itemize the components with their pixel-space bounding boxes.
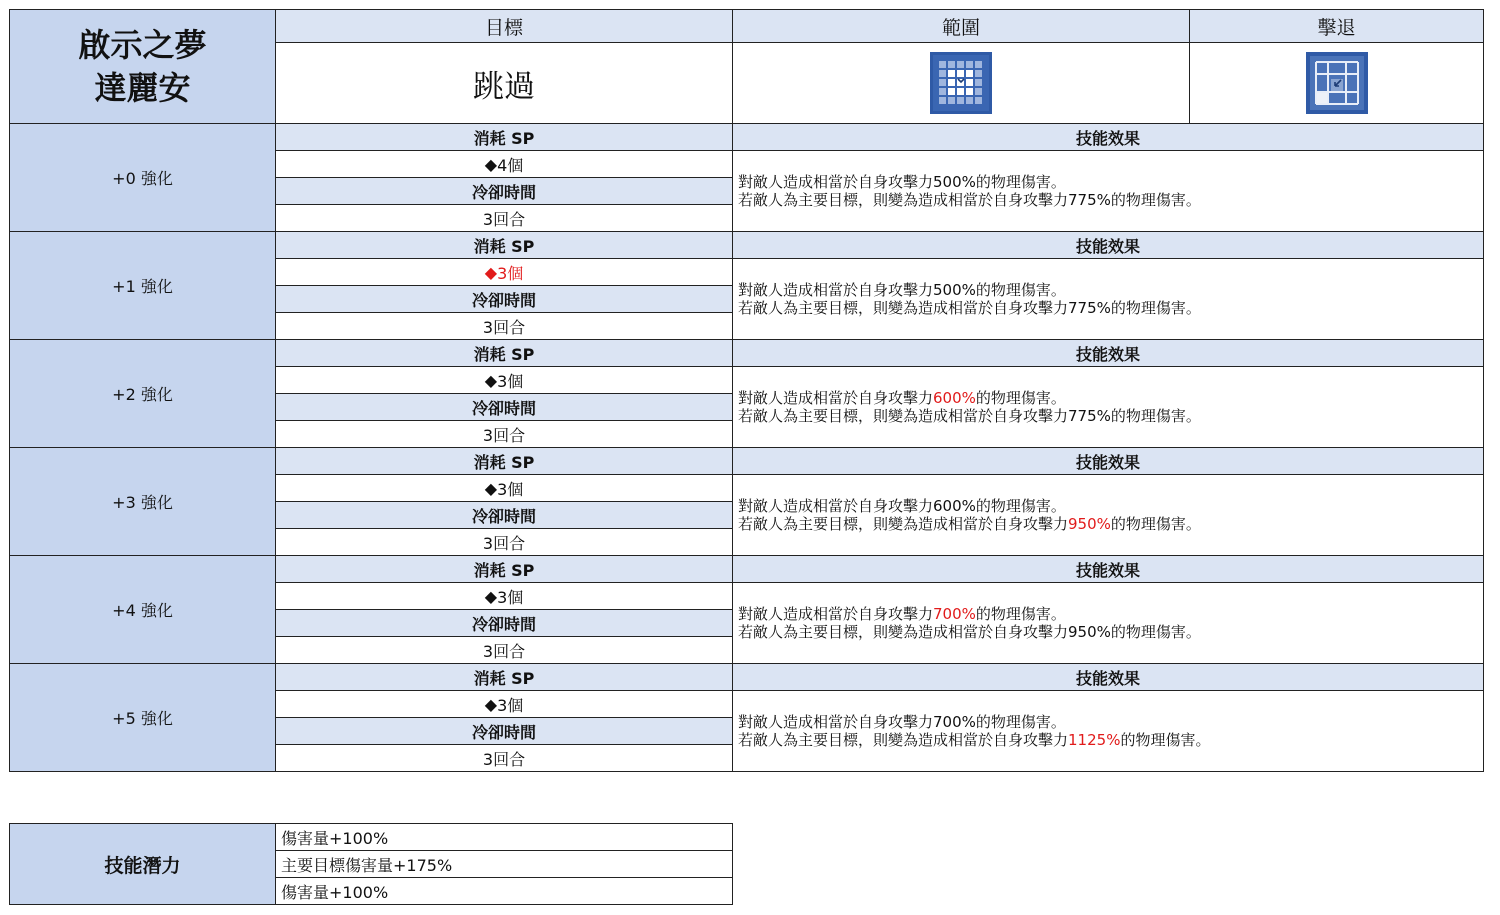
- cooldown-label: 冷卻時間: [275, 393, 733, 421]
- diamond-icon: ◆: [484, 478, 498, 498]
- sp-cost-value: [275, 582, 733, 610]
- effect-line-2: [738, 515, 1483, 533]
- effect-value: 1125%: [1068, 731, 1121, 749]
- cooldown-value: 3回合: [275, 312, 733, 340]
- target-value: 跳過: [275, 42, 733, 124]
- effect-line-2: [738, 623, 1483, 641]
- potential-item-3: 傷害量+100%: [275, 877, 733, 905]
- effect-line-1: [738, 389, 1483, 407]
- knockback-cell: [1189, 42, 1484, 124]
- level-label: +4 強化: [9, 555, 276, 664]
- level-label: +3 強化: [9, 447, 276, 556]
- effect-value: 775%: [1068, 191, 1111, 209]
- level-label: +1 強化: [9, 231, 276, 340]
- effect-value: 775%: [1068, 299, 1111, 317]
- effect-line-1: [738, 173, 1483, 191]
- effect-text: [732, 258, 1484, 340]
- level-label: +0 強化: [9, 123, 276, 232]
- cooldown-label: 冷卻時間: [275, 177, 733, 205]
- effect-text-prefix: 對敵人造成相當於自身攻擊力: [738, 173, 934, 191]
- sp-cost-label: 消耗 SP: [275, 123, 733, 151]
- cooldown-label: 冷卻時間: [275, 285, 733, 313]
- sp-cost-amount: 3個: [497, 587, 524, 607]
- level-label: +5 強化: [9, 663, 276, 772]
- effect-label: 技能效果: [732, 231, 1484, 259]
- effect-value: 600%: [933, 389, 976, 407]
- effect-text-suffix: 的物理傷害。: [1110, 299, 1201, 317]
- sp-cost-value: [275, 258, 733, 286]
- effect-line-1: [738, 605, 1483, 623]
- sp-cost-label: 消耗 SP: [275, 339, 733, 367]
- effect-text-prefix: 若敵人為主要目標，則變為造成相當於自身攻擊力: [738, 191, 1069, 209]
- sp-cost-amount: 3個: [497, 479, 524, 499]
- range-header: 範圍: [732, 9, 1190, 43]
- effect-value: 775%: [1068, 407, 1111, 425]
- effect-text-prefix: 若敵人為主要目標，則變為造成相當於自身攻擊力: [738, 731, 1069, 749]
- cooldown-value: 3回合: [275, 420, 733, 448]
- potential-label: 技能潛力: [9, 823, 276, 905]
- potential-item-2: 主要目標傷害量+175%: [275, 850, 733, 878]
- effect-label: 技能效果: [732, 339, 1484, 367]
- sp-cost-value: [275, 474, 733, 502]
- diamond-icon: ◆: [484, 694, 498, 714]
- effect-value: 700%: [933, 605, 976, 623]
- sp-cost-amount: 3個: [497, 371, 524, 391]
- effect-text: [732, 366, 1484, 448]
- sp-cost-label: 消耗 SP: [275, 663, 733, 691]
- effect-line-2: [738, 731, 1483, 749]
- effect-line-2: [738, 407, 1483, 425]
- effect-text-suffix: 的物理傷害。: [1110, 191, 1201, 209]
- effect-text-prefix: 若敵人為主要目標，則變為造成相當於自身攻擊力: [738, 299, 1069, 317]
- effect-text: [732, 690, 1484, 772]
- effect-text-prefix: 若敵人為主要目標，則變為造成相當於自身攻擊力: [738, 623, 1069, 641]
- effect-value: 600%: [933, 497, 976, 515]
- cooldown-label: 冷卻時間: [275, 501, 733, 529]
- level-label: +2 強化: [9, 339, 276, 448]
- sp-cost-value: [275, 366, 733, 394]
- effect-text-prefix: 若敵人為主要目標，則變為造成相當於自身攻擊力: [738, 515, 1069, 533]
- diamond-icon: ◆: [484, 154, 498, 174]
- effect-text-suffix: 的物理傷害。: [975, 605, 1066, 623]
- diamond-icon: ◆: [484, 370, 498, 390]
- effect-text-suffix: 的物理傷害。: [1110, 407, 1201, 425]
- sp-cost-value: [275, 150, 733, 178]
- sp-cost-amount: 3個: [497, 695, 524, 715]
- effect-line-2: [738, 299, 1483, 317]
- effect-text: [732, 474, 1484, 556]
- effect-text-suffix: 的物理傷害。: [1120, 731, 1211, 749]
- effect-value: 700%: [933, 713, 976, 731]
- knockback-grid-icon: [1306, 52, 1368, 114]
- cooldown-label: 冷卻時間: [275, 717, 733, 745]
- effect-text-prefix: 對敵人造成相當於自身攻擊力: [738, 281, 934, 299]
- effect-value: 950%: [1068, 623, 1111, 641]
- sp-cost-label: 消耗 SP: [275, 555, 733, 583]
- effect-label: 技能效果: [732, 663, 1484, 691]
- effect-text-prefix: 對敵人造成相當於自身攻擊力: [738, 389, 934, 407]
- effect-text: [732, 582, 1484, 664]
- effect-value: 500%: [933, 281, 976, 299]
- effect-text-suffix: 的物理傷害。: [975, 389, 1066, 407]
- sp-cost-value: [275, 690, 733, 718]
- potential-item-1: 傷害量+100%: [275, 823, 733, 851]
- sp-cost-label: 消耗 SP: [275, 447, 733, 475]
- sp-cost-label: 消耗 SP: [275, 231, 733, 259]
- skill-name-line1: 啟示之夢: [78, 25, 207, 64]
- effect-line-1: [738, 497, 1483, 515]
- effect-line-1: [738, 281, 1483, 299]
- effect-line-1: [738, 713, 1483, 731]
- effect-label: 技能效果: [732, 555, 1484, 583]
- cooldown-label: 冷卻時間: [275, 609, 733, 637]
- effect-text-suffix: 的物理傷害。: [975, 281, 1066, 299]
- effect-text-prefix: 對敵人造成相當於自身攻擊力: [738, 713, 934, 731]
- effect-line-2: [738, 191, 1483, 209]
- effect-text-suffix: 的物理傷害。: [1110, 515, 1201, 533]
- sp-cost-amount: 3個: [497, 263, 524, 283]
- skill-name-line2: 達麗安: [94, 68, 191, 107]
- effect-value: 950%: [1068, 515, 1111, 533]
- effect-label: 技能效果: [732, 123, 1484, 151]
- effect-text-suffix: 的物理傷害。: [975, 173, 1066, 191]
- effect-text-suffix: 的物理傷害。: [975, 713, 1066, 731]
- range-grid-icon: [930, 52, 992, 114]
- cooldown-value: 3回合: [275, 204, 733, 232]
- cooldown-value: 3回合: [275, 528, 733, 556]
- effect-text-suffix: 的物理傷害。: [1110, 623, 1201, 641]
- effect-text-prefix: 對敵人造成相當於自身攻擊力: [738, 605, 934, 623]
- effect-label: 技能效果: [732, 447, 1484, 475]
- effect-value: 500%: [933, 173, 976, 191]
- diamond-icon: ◆: [484, 262, 498, 282]
- range-cell: [732, 42, 1190, 124]
- effect-text: [732, 150, 1484, 232]
- effect-text-prefix: 對敵人造成相當於自身攻擊力: [738, 497, 934, 515]
- cooldown-value: 3回合: [275, 636, 733, 664]
- effect-text-suffix: 的物理傷害。: [975, 497, 1066, 515]
- knockback-header: 擊退: [1189, 9, 1484, 43]
- sp-cost-amount: 4個: [497, 155, 524, 175]
- diamond-icon: ◆: [484, 586, 498, 606]
- skill-name-cell: [9, 9, 276, 124]
- effect-text-prefix: 若敵人為主要目標，則變為造成相當於自身攻擊力: [738, 407, 1069, 425]
- cooldown-value: 3回合: [275, 744, 733, 772]
- target-header: 目標: [275, 9, 733, 43]
